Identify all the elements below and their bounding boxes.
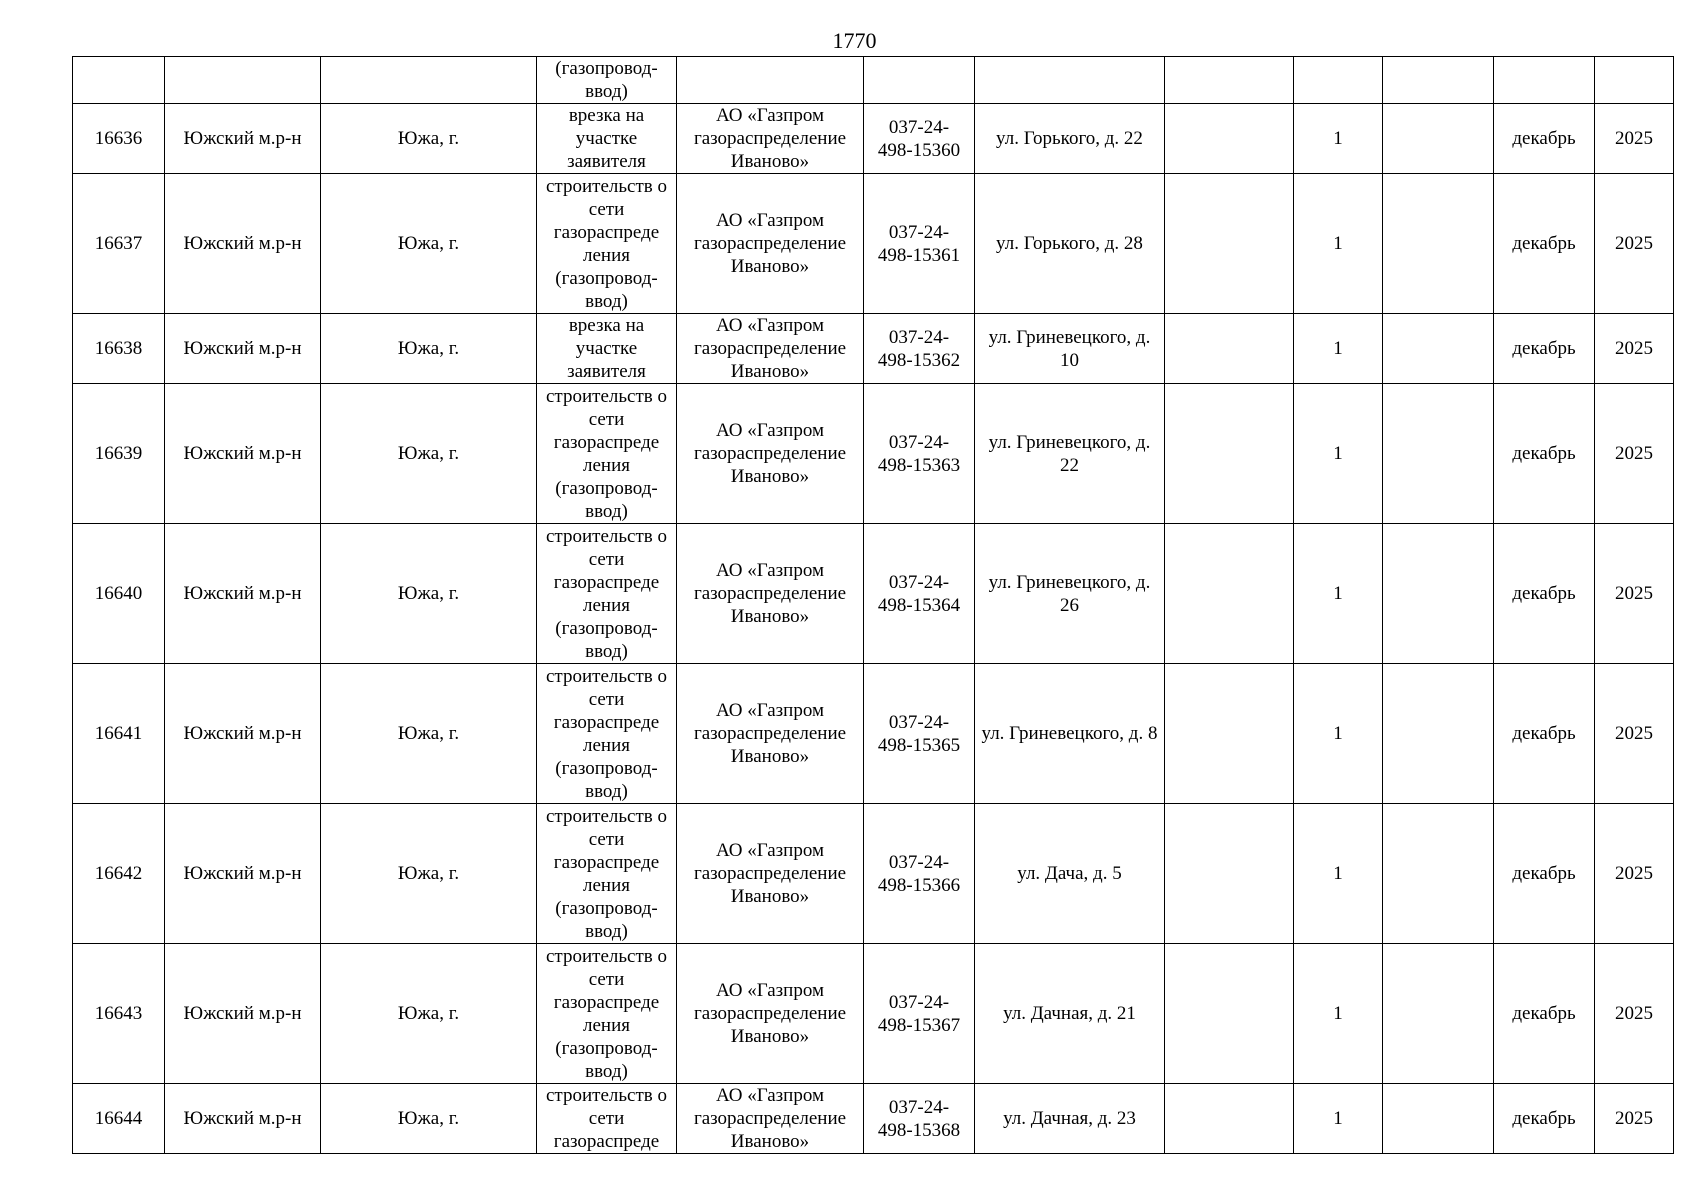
table-row [73,804,1674,944]
kind-text: строительств о сети газораспреде ления (газопровод-ввод) [546,665,667,802]
table-row [73,314,1674,384]
cell-blank-2 [1383,57,1494,104]
table-row [73,944,1674,1084]
cell-month [1494,664,1595,804]
kind-text: строительств о сети газораспреде ления (газопровод-ввод) [546,385,667,522]
cell-town [321,174,537,314]
cell-org [677,104,864,174]
cell-qty [1294,384,1383,524]
cell-id [73,664,165,804]
district-text: Южский м.р-н [183,863,302,884]
month-text: декабрь [1512,233,1576,254]
cell-qty [1294,664,1383,804]
cell-org [677,524,864,664]
year-text: 2025 [1615,863,1653,884]
cell-district [165,384,321,524]
id-text: 16637 [94,233,143,254]
id-text: 16643 [94,1003,143,1024]
id-text: 16641 [94,723,143,744]
cell-blank-1 [1165,174,1294,314]
district-text: Южский м.р-н [183,128,302,149]
month-text: декабрь [1512,443,1576,464]
cell-code [864,314,975,384]
year-text: 2025 [1615,1003,1653,1024]
cell-code [864,804,975,944]
town-text: Южа, г. [397,128,460,149]
cell-blank-1 [1165,57,1294,104]
cell-month [1494,384,1595,524]
address-text: ул. Горького, д. 28 [996,233,1143,254]
table-body [73,57,1674,1154]
cell-address [975,524,1165,664]
table-row [73,524,1674,664]
town-text: Южа, г. [397,583,460,604]
cell-year [1595,104,1674,174]
kind-text: (газопровод- ввод) [555,58,658,102]
cell-org [677,57,864,104]
table-row [73,1084,1674,1154]
id-text: 16639 [94,443,143,464]
district-text: Южский м.р-н [183,583,302,604]
id-text: 16642 [94,863,143,884]
cell-district [165,804,321,944]
cell-kind [537,804,677,944]
cell-address [975,664,1165,804]
code-text: 037-24- 498-15367 [877,991,961,1036]
cell-blank-1 [1165,524,1294,664]
town-text: Южа, г. [397,233,460,254]
month-text: декабрь [1512,1003,1576,1024]
cell-id [73,174,165,314]
month-text: декабрь [1512,338,1576,359]
cell-year [1595,944,1674,1084]
address-text: ул. Гриневецкого, д. 8 [981,723,1158,744]
year-text: 2025 [1615,128,1653,149]
cell-town [321,944,537,1084]
cell-district [165,104,321,174]
cell-qty [1294,104,1383,174]
cell-blank-2 [1383,104,1494,174]
kind-text: строительств о сети газораспреде ления (газопровод-ввод) [546,525,667,662]
cell-month [1494,57,1595,104]
month-text: декабрь [1512,723,1576,744]
kind-text: строительств о сети газораспреде ления (газопровод-ввод) [546,175,667,312]
cell-kind [537,174,677,314]
cell-town [321,314,537,384]
town-text: Южа, г. [397,863,460,884]
cell-town [321,524,537,664]
cell-id [73,524,165,664]
cell-blank-2 [1383,664,1494,804]
qty-text: 1 [1333,233,1343,254]
district-text: Южский м.р-н [183,443,302,464]
cell-year [1595,314,1674,384]
table-row [73,384,1674,524]
cell-town [321,384,537,524]
address-text: ул. Дача, д. 5 [1017,863,1122,884]
address-text: ул. Гриневецкого, д. 10 [988,326,1151,371]
cell-blank-1 [1165,384,1294,524]
id-text: 16638 [94,338,143,359]
cell-org [677,664,864,804]
year-text: 2025 [1615,338,1653,359]
district-text: Южский м.р-н [183,1003,302,1024]
cell-kind [537,57,677,104]
org-text: АО «Газпром газораспределение Иваново» [693,210,847,277]
cell-blank-2 [1383,314,1494,384]
cell-code [864,57,975,104]
cell-district [165,174,321,314]
page-number: 1770 [832,28,877,53]
org-text: АО «Газпром газораспределение Иваново» [693,560,847,627]
qty-text: 1 [1333,583,1343,604]
kind-text: врезка на участке заявителя [567,315,646,382]
year-text: 2025 [1615,723,1653,744]
month-text: декабрь [1512,1108,1576,1129]
cell-year [1595,174,1674,314]
town-text: Южа, г. [397,443,460,464]
cell-code [864,524,975,664]
address-text: ул. Дачная, д. 23 [1003,1108,1136,1129]
cell-kind [537,314,677,384]
kind-text: строительств о сети газораспреде [546,1085,667,1152]
cell-kind [537,104,677,174]
year-text: 2025 [1615,583,1653,604]
town-text: Южа, г. [397,1108,460,1129]
month-text: декабрь [1512,128,1576,149]
cell-town [321,1084,537,1154]
cell-blank-1 [1165,104,1294,174]
district-text: Южский м.р-н [183,723,302,744]
cell-address [975,384,1165,524]
town-text: Южа, г. [397,338,460,359]
cell-address [975,57,1165,104]
cell-blank-2 [1383,1084,1494,1154]
cell-blank-2 [1383,944,1494,1084]
org-text: АО «Газпром газораспределение Иваново» [693,1085,847,1152]
cell-id [73,314,165,384]
cell-id [73,944,165,1084]
qty-text: 1 [1333,1003,1343,1024]
cell-month [1494,104,1595,174]
cell-address [975,174,1165,314]
cell-month [1494,1084,1595,1154]
cell-address [975,314,1165,384]
cell-org [677,174,864,314]
code-text: 037-24- 498-15365 [877,711,961,756]
cell-blank-1 [1165,944,1294,1084]
org-text: АО «Газпром газораспределение Иваново» [693,700,847,767]
cell-kind [537,384,677,524]
cell-year [1595,384,1674,524]
cell-month [1494,944,1595,1084]
cell-month [1494,804,1595,944]
cell-month [1494,314,1595,384]
code-text: 037-24- 498-15368 [877,1096,961,1141]
table-row [73,664,1674,804]
town-text: Южа, г. [397,723,460,744]
year-text: 2025 [1615,1108,1653,1129]
table-row [73,104,1674,174]
cell-kind [537,1084,677,1154]
cell-blank-2 [1383,174,1494,314]
cell-qty [1294,57,1383,104]
qty-text: 1 [1333,1108,1343,1129]
cell-code [864,944,975,1084]
org-text: АО «Газпром газораспределение Иваново» [693,840,847,907]
cell-address [975,104,1165,174]
year-text: 2025 [1615,233,1653,254]
table-row [73,174,1674,314]
cell-kind [537,944,677,1084]
cell-code [864,104,975,174]
org-text: АО «Газпром газораспределение Иваново» [693,105,847,172]
code-text: 037-24- 498-15361 [877,221,961,266]
id-text: 16644 [94,1108,143,1129]
cell-year [1595,1084,1674,1154]
district-text: Южский м.р-н [183,233,302,254]
cell-id [73,57,165,104]
cell-blank-2 [1383,524,1494,664]
town-text: Южа, г. [397,1003,460,1024]
cell-id [73,104,165,174]
cell-year [1595,664,1674,804]
code-text: 037-24- 498-15364 [877,571,961,616]
org-text: АО «Газпром газораспределение Иваново» [693,980,847,1047]
qty-text: 1 [1333,863,1343,884]
cell-address [975,1084,1165,1154]
cell-qty [1294,1084,1383,1154]
cell-town [321,664,537,804]
kind-text: строительств о сети газораспреде ления (газопровод-ввод) [546,945,667,1082]
cell-blank-2 [1383,384,1494,524]
cell-address [975,804,1165,944]
cell-year [1595,57,1674,104]
cell-org [677,944,864,1084]
cell-blank-2 [1383,804,1494,944]
code-text: 037-24- 498-15366 [877,851,961,896]
id-text: 16640 [94,583,143,604]
cell-year [1595,804,1674,944]
cell-code [864,664,975,804]
cell-id [73,1084,165,1154]
address-text: ул. Дачная, д. 21 [1003,1003,1136,1024]
month-text: декабрь [1512,863,1576,884]
district-text: Южский м.р-н [183,338,302,359]
cell-district [165,1084,321,1154]
year-text: 2025 [1615,443,1653,464]
cell-town [321,804,537,944]
district-text: Южский м.р-н [183,1108,302,1129]
cell-district [165,314,321,384]
cell-qty [1294,944,1383,1084]
org-text: АО «Газпром газораспределение Иваново» [693,315,847,382]
cell-org [677,384,864,524]
address-text: ул. Гриневецкого, д. 22 [988,431,1151,476]
cell-district [165,524,321,664]
cell-town [321,104,537,174]
address-text: ул. Гриневецкого, д. 26 [988,571,1151,616]
cell-district [165,57,321,104]
cell-district [165,664,321,804]
cell-qty [1294,314,1383,384]
code-text: 037-24- 498-15362 [877,326,961,371]
cell-id [73,384,165,524]
code-text: 037-24- 498-15360 [877,116,961,161]
cell-org [677,1084,864,1154]
cell-address [975,944,1165,1084]
id-text: 16636 [94,128,143,149]
cell-blank-1 [1165,804,1294,944]
cell-code [864,174,975,314]
gas-connection-register-table [72,56,1674,1154]
org-text: АО «Газпром газораспределение Иваново» [693,420,847,487]
month-text: декабрь [1512,583,1576,604]
cell-blank-1 [1165,664,1294,804]
cell-month [1494,524,1595,664]
address-text: ул. Горького, д. 22 [996,128,1143,149]
qty-text: 1 [1333,338,1343,359]
cell-code [864,1084,975,1154]
cell-blank-1 [1165,1084,1294,1154]
qty-text: 1 [1333,128,1343,149]
cell-org [677,314,864,384]
qty-text: 1 [1333,723,1343,744]
cell-qty [1294,804,1383,944]
cell-org [677,804,864,944]
cell-id [73,804,165,944]
cell-town [321,57,537,104]
cell-district [165,944,321,1084]
cell-year [1595,524,1674,664]
qty-text: 1 [1333,443,1343,464]
cell-code [864,384,975,524]
cell-kind [537,524,677,664]
kind-text: врезка на участке заявителя [567,105,646,172]
cell-qty [1294,174,1383,314]
kind-text: строительств о сети газораспреде ления (газопровод-ввод) [546,805,667,942]
table-row-continued [73,57,1674,104]
cell-month [1494,174,1595,314]
cell-qty [1294,524,1383,664]
code-text: 037-24- 498-15363 [877,431,961,476]
cell-blank-1 [1165,314,1294,384]
cell-kind [537,664,677,804]
